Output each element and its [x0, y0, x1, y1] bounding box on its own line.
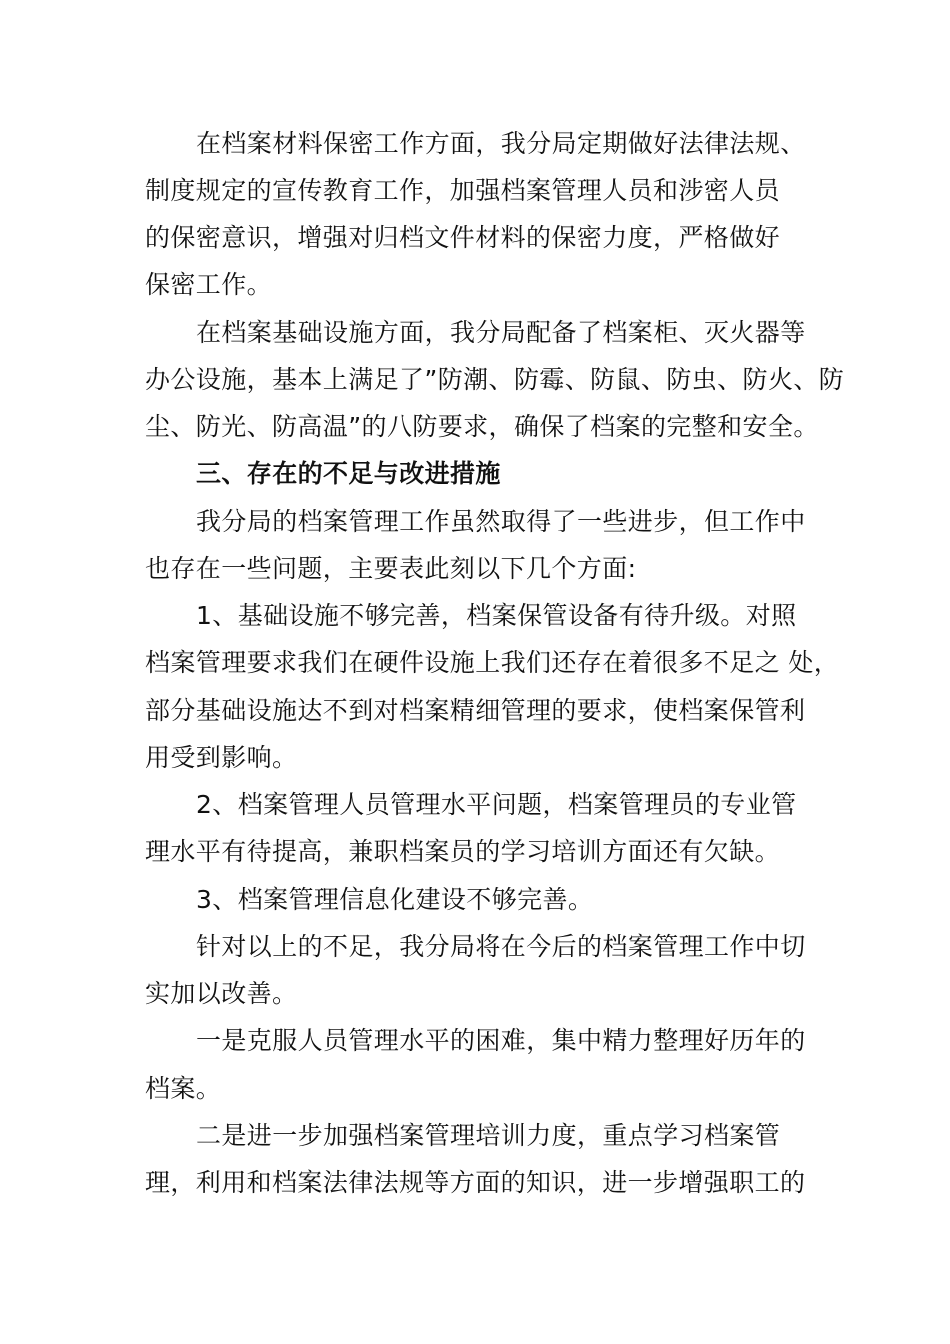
list-item-1-line-4: 用受到影响。: [145, 743, 298, 772]
list-item-1-line-1: 1、基础设施不够完善，档案保管设备有待升级。对照: [196, 601, 797, 630]
paragraph-line-9: 我分局的档案管理工作虽然取得了一些进步，但工作中: [196, 507, 806, 536]
paragraph-line-3: 的保密意识，增强对归档文件材料的保密力度，严格做好: [145, 223, 781, 252]
paragraph-line-19: 实加以改善。: [145, 979, 298, 1008]
paragraph-line-7: 尘、防光、防高温”的八防要求，确保了档案的完整和安全。: [145, 412, 819, 441]
paragraph-line-5: 在档案基础设施方面，我分局配备了档案柜、灭火器等: [196, 318, 806, 347]
measure-1-line-1: 一是克服人员管理水平的困难，集中精力整理好历年的: [196, 1026, 806, 1055]
section-heading: 三、存在的不足与改进措施: [196, 459, 501, 488]
measure-2-line-2: 理，利用和档案法律法规等方面的知识，进一步增强职工的: [145, 1168, 806, 1197]
paragraph-line-4: 保密工作。: [145, 270, 273, 299]
paragraph-line-6: 办公设施，基本上满足了”防潮、防霉、防鼠、防虫、防火、防: [145, 365, 845, 394]
measure-2-line-1: 二是进一步加强档案管理培训力度，重点学习档案管: [196, 1121, 781, 1150]
list-item-2-line-1: 2、档案管理人员管理水平问题，档案管理员的专业管: [196, 790, 797, 819]
paragraph-line-1: 在档案材料保密工作方面，我分局定期做好法律法规、: [196, 129, 806, 158]
paragraph-line-2: 制度规定的宣传教育工作，加强档案管理人员和涉密人员: [145, 176, 781, 205]
paragraph-line-10: 也存在一些问题，主要表此刻以下几个方面:: [145, 554, 637, 583]
list-item-3: 3、档案管理信息化建设不够完善。: [196, 885, 594, 914]
list-item-2-line-2: 理水平有待提高，兼职档案员的学习培训方面还有欠缺。: [145, 837, 781, 866]
list-item-1-line-2: 档案管理要求我们在硬件设施上我们还存在着很多不足之 处，: [145, 648, 840, 677]
paragraph-line-18: 针对以上的不足，我分局将在今后的档案管理工作中切: [196, 932, 806, 961]
measure-1-line-2: 档案。: [145, 1074, 222, 1103]
list-item-1-line-3: 部分基础设施达不到对档案精细管理的要求，使档案保管利: [145, 696, 806, 725]
